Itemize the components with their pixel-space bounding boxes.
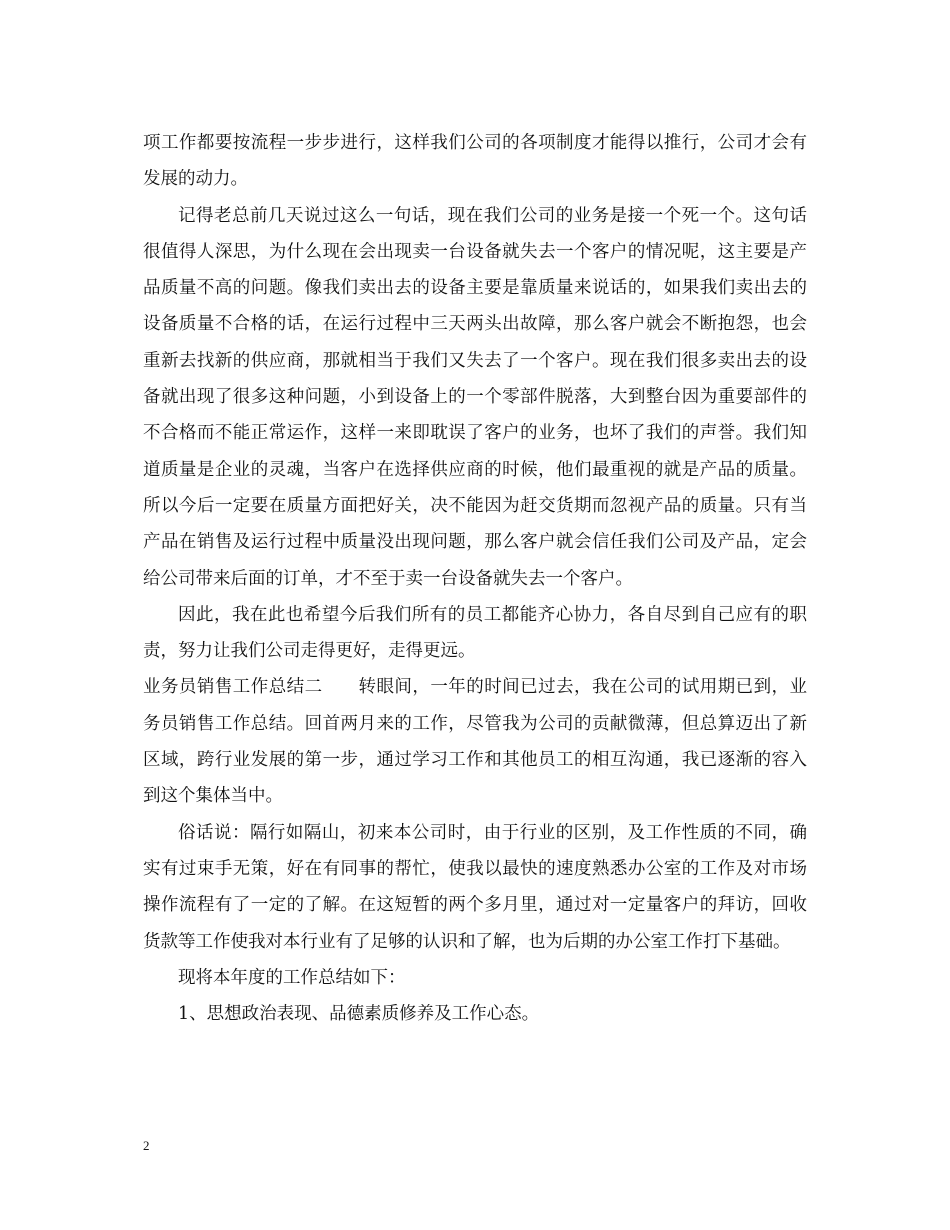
paragraph-3: 因此，我在此也希望今后我们所有的员工都能齐心协力，各自尽到自己应有的职责，努力让我们公司走得更好，走得更远。 [143,604,807,662]
document-body [143,125,807,1032]
paragraph-7: 1、思想政治表现、品德素质修养及工作心态。 [178,1004,540,1025]
paragraph-5: 俗话说：隔行如隔山，初来本公司时，由于行业的区别，及工作性质的不同，确实有过束手无策，好在有同事的帮忙，使我以最快的速度熟悉办公室的工作及对市场操作流程有了一定的了解。在这短暂的两个多月里，通过对一定量客户的拜访，回收货款等工作使我对本行业有了足够的认识和了解，也为后期的办公室工作打下基础。 [143,822,807,952]
paragraph-1: 项工作都要按流程一步步进行，这样我们公司的各项制度才能得以推行，公司才会有发展的动力。 [143,133,807,190]
paragraph-6: 现将本年度的工作总结如下： [178,967,406,988]
paragraph-2: 记得老总前几天说过这么一句话，现在我们公司的业务是接一个死一个。这句话很值得人深思，为什么现在会出现卖一台设备就失去一个客户的情况呢，这主要是产品质量不高的问题。像我们卖出去的设备主要是靠质量来说话的，如果我们卖出去的设备质量不合格的话，在运行过程中三天两头出故障，那么客户就会不断抱怨，也会重新去找新的供应商，那就相当于我们又失去了一个客户。现在我们很多卖出去的设备就出现了很多这种问题，小到设备上的一个零部件脱落，大到整台因为重要部件的不合格而不能正常运作，这样一来即耽误了客户的业务，也坏了我们的声誉。我们知道质量是企业的灵魂，当客户在选择供应商的时候，他们最重视的就是产品的质量。 所以今后一定要在质量方面把好关，决不能因为赶交货期而忽视产品的质量。只有当产品在销售及运行过程中质量没出现问题，那么客户就会信任我们公司及产品，定会给公司带来后面的订单，才不至于卖一台设备就失去一个客户。 [143,205,807,589]
page-number: 2 [143,1138,150,1153]
paragraph-4: 业务员销售工作总结二 转眼间，一年的时间已过去，我在公司的试用期已到，业务员销售工作总结。回首两月来的工作，尽管我为公司的贡献微薄，但总算迈出了新区域，跨行业发展的第一步，通过学习工作和其他员工的相互沟通，我已逐渐的容入到这个集体当中。 [143,677,807,807]
